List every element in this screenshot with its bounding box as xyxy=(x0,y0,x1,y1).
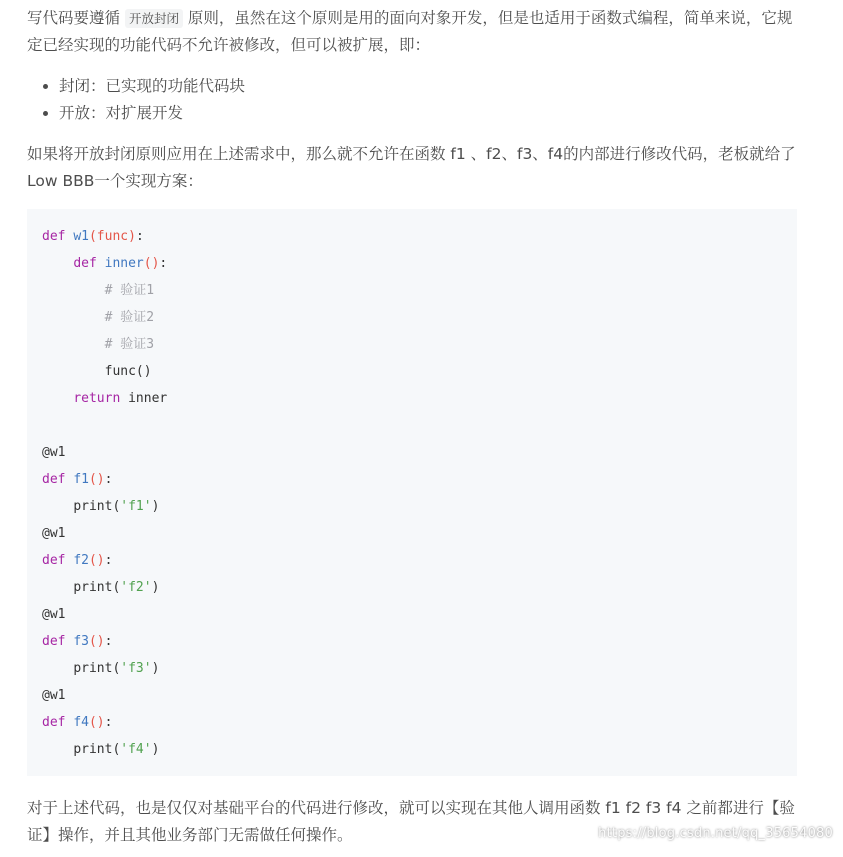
code-line: print('f1') xyxy=(73,499,160,514)
list-item: • 封闭：已实现的功能代码块 xyxy=(59,73,245,100)
code-line: print('f3') xyxy=(73,661,160,676)
code-line: # 验证3 xyxy=(104,337,155,352)
list-item: • 开放：对扩展开发 xyxy=(59,100,245,127)
code-line: def inner(): xyxy=(73,256,168,271)
conclusion-paragraph: 对于上述代码，也是仅仅对基础平台的代码进行修改，就可以实现在其他人调用函数 f1 f2 f3 f4 之前都进行【验证】操作，并且其他业务部门无需做任何操作。 xyxy=(27,799,795,844)
csdn-watermark: https://blog.csdn.net/qq_35654080 xyxy=(598,826,833,841)
solution-paragraph: 如果将开放封闭原则应用在上述需求中，那么就不允许在函数 f1 、f2、f3、f4的内部进行修改代码，老板就给了Low BBB一个实现方案： xyxy=(27,145,796,190)
code-block xyxy=(27,209,797,776)
intro-paragraph xyxy=(27,5,802,59)
code-line: @w1 xyxy=(42,526,66,541)
code-line: print('f4') xyxy=(73,742,160,757)
code-line: def f4(): xyxy=(42,715,113,730)
principle-list xyxy=(27,73,245,127)
code-line: print('f2') xyxy=(73,580,160,595)
intro-text-after: 原则，虽然在这个原则是用的面向对象开发，但是也适用于函数式编程，简单来说，它规定已经实现的功能代码不允许被修改，但可以被扩展，即： xyxy=(27,9,793,54)
code-line: # 验证2 xyxy=(104,310,155,325)
code-line: @w1 xyxy=(42,445,66,460)
code-line: def w1(func): xyxy=(42,229,144,244)
code-line: def f2(): xyxy=(42,553,113,568)
code-line: def f1(): xyxy=(42,472,113,487)
code-line: # 验证1 xyxy=(104,283,155,298)
code-line: func() xyxy=(104,364,152,379)
code-line: @w1 xyxy=(42,607,66,622)
code-line: return inner xyxy=(73,391,168,406)
inline-code-principle: 开放封闭 xyxy=(125,9,183,28)
code-line: def f3(): xyxy=(42,634,113,649)
code-line: @w1 xyxy=(42,688,66,703)
intro-text-before: 写代码要遵循 xyxy=(27,9,125,27)
